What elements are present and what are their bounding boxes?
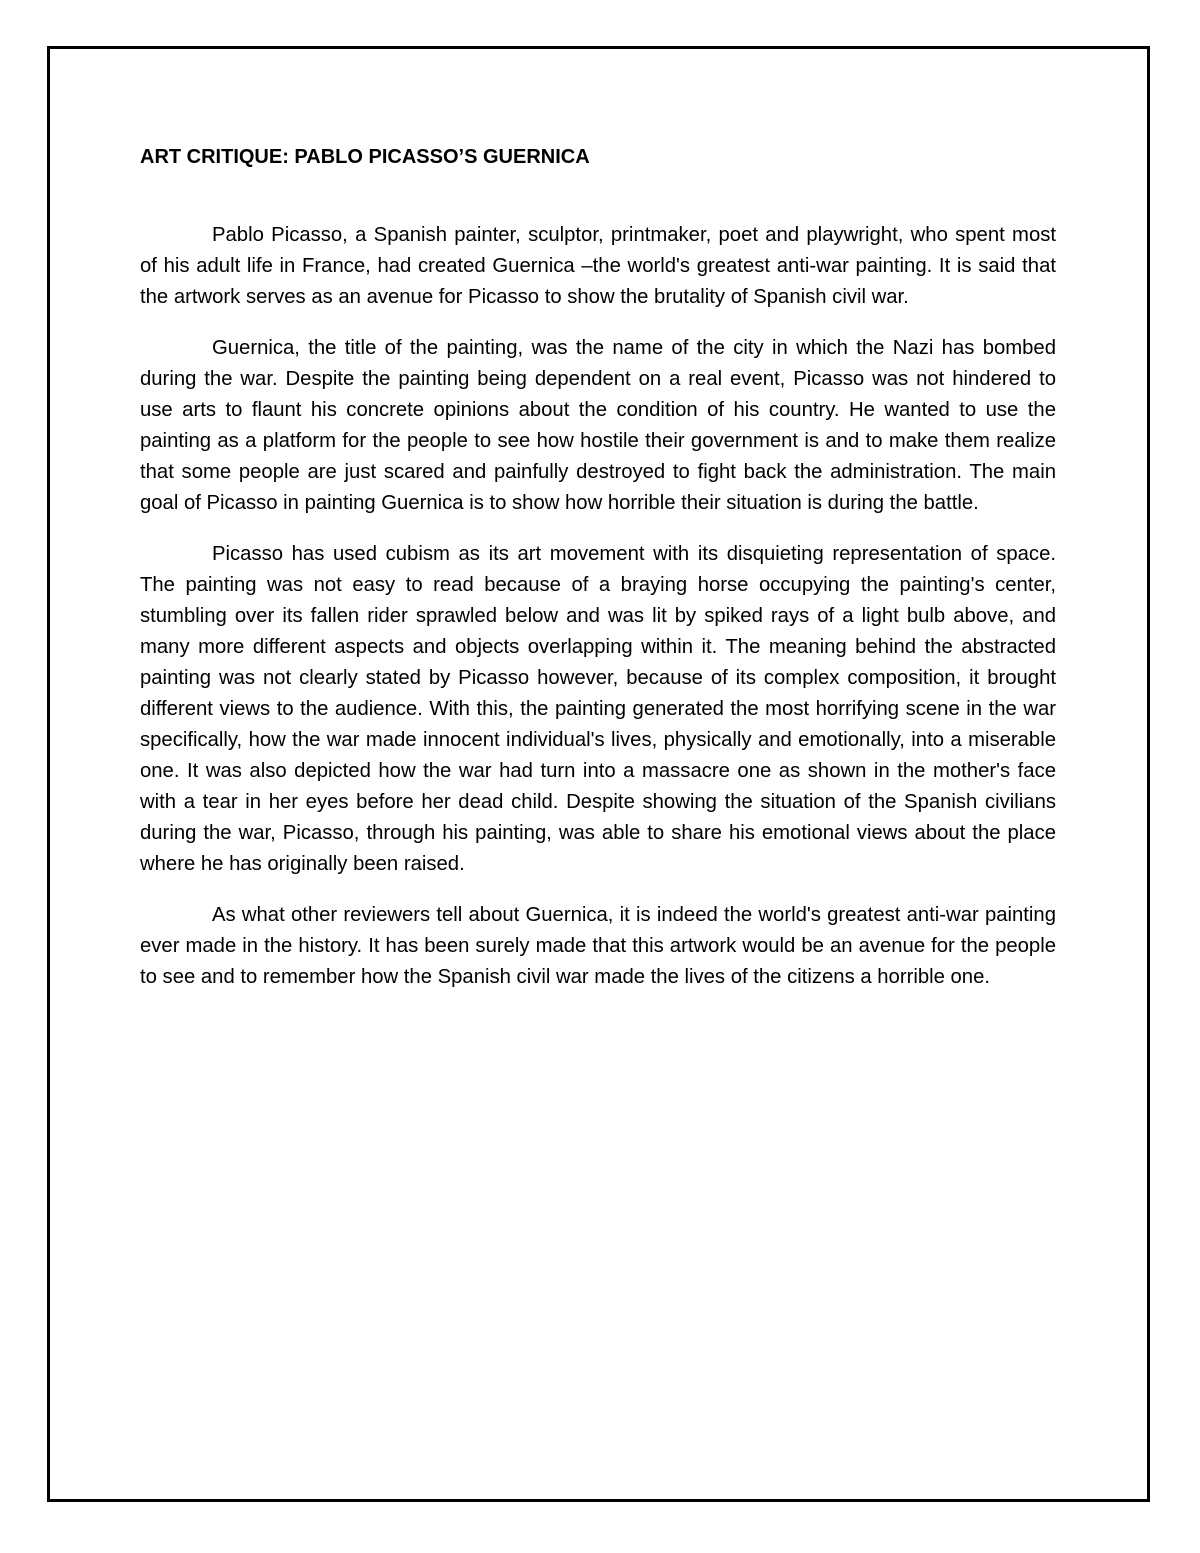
paragraph-intro: Pablo Picasso, a Spanish painter, sculptor, printmaker, poet and playwright, who spent most of his adult life in France, had created Guernica –the world's greatest anti-war painting. It is said that the artwork serves as an avenue for Picasso to show the brutality of Spanish civil war. <box>140 224 1056 308</box>
paragraph-cubism: Picasso has used cubism as its art movement with its disquieting representation of space. The painting was not easy to read because of a braying horse occupying the painting's center, stumbling over its fallen rider sprawled below and was lit by spiked rays of a light bulb above, and many more different aspects and objects overlapping within it. The meaning behind the abstracted painting was not clearly stated by Picasso however, because of its complex composition, it brought different views to the audience. With this, the painting generated the most horrifying scene in the war specifically, how the war made innocent individual's lives, physically and emotionally, into a miserable one. It was also depicted how the war had turn into a massacre one as shown in the mother's face with a tear in her eyes before her dead child. Despite showing the situation of the Spanish civilians during the war, Picasso, through his painting, was able to share his emotional views about the place where he has originally been raised. <box>140 543 1056 875</box>
document-title: ART CRITIQUE: PABLO PICASSO’S GUERNICA <box>140 146 590 168</box>
paragraph-conclusion: As what other reviewers tell about Guernica, it is indeed the world's greatest anti-war painting ever made in the history. It has been surely made that this artwork would be an avenue for the people to see and to remember how the Spanish civil war made the lives of the citizens a horrible one. <box>140 904 1056 988</box>
paragraph-guernica-city: Guernica, the title of the painting, was the name of the city in which the Nazi has bombed during the war. Despite the painting being dependent on a real event, Picasso was not hindered to use arts to flaunt his concrete opinions about the condition of his country. He wanted to use the painting as a platform for the people to see how hostile their government is and to make them realize that some people are just scared and painfully destroyed to fight back the administration. The main goal of Picasso in painting Guernica is to show how horrible their situation is during the battle. <box>140 337 1056 514</box>
document-body <box>140 143 1056 1013</box>
